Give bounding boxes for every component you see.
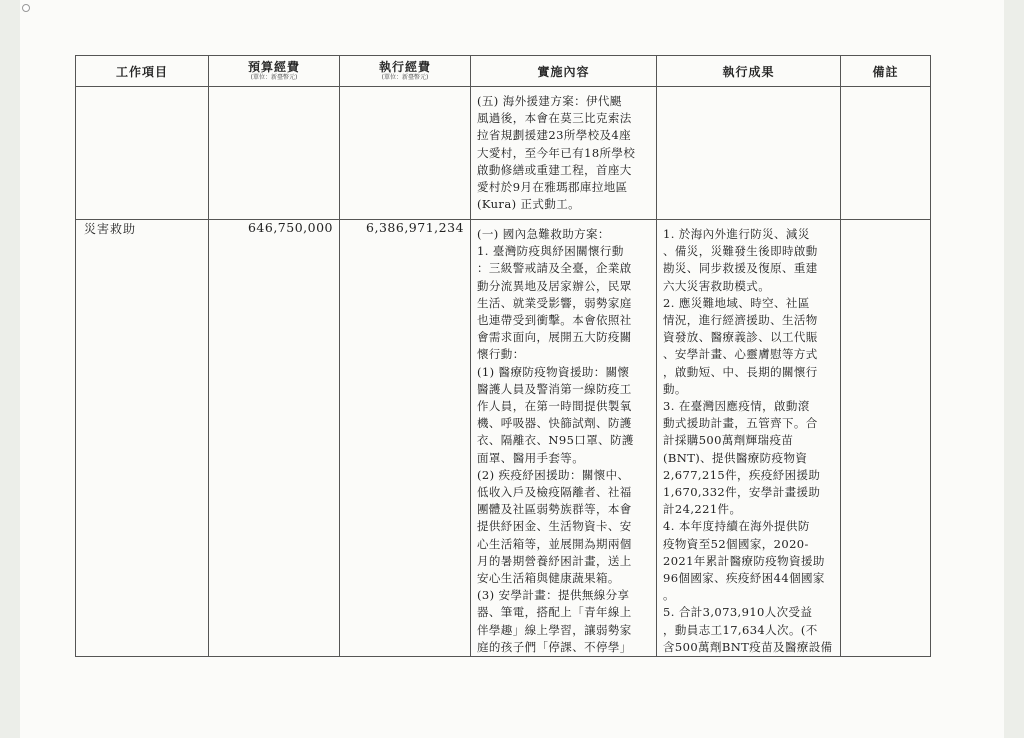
text-line: 、備災，災難發生後即時啟動	[663, 244, 818, 259]
text-line: (3) 安學計畫：提供無線分享	[477, 588, 630, 603]
text-line: 醫護人員及警消第一線防疫工	[477, 381, 632, 396]
cell-results	[657, 87, 841, 220]
cell-work-item	[76, 87, 209, 220]
table-header-row	[76, 56, 931, 87]
text-line: 計24,221件。	[663, 502, 742, 517]
text-line: 1. 臺灣防疫與紓困關懷行動	[477, 244, 624, 259]
document-page	[20, 0, 1004, 738]
text-line: 拉省規劃援建23所學校及4座	[477, 128, 632, 143]
text-line: (2) 疾疫紓困援助：關懷中、	[477, 467, 630, 482]
header-budget: 預算經費 (單位：新臺幣元)	[209, 56, 340, 87]
text-line: 資發放、醫療義診、以工代賑	[663, 330, 818, 345]
text-line: 提供紓困金、生活物資卡、安	[477, 519, 632, 534]
text-line: 計採購500萬劑輝瑞疫苗	[663, 433, 794, 448]
header-work-item: 工作項目	[76, 56, 209, 87]
text-line: 風過後，本會在莫三比克索法	[477, 111, 632, 126]
cell-notes	[841, 220, 931, 657]
results-text	[657, 220, 840, 656]
text-line: (1) 醫療防疫物資援助：關懷	[477, 364, 630, 379]
text-line: 1. 於海內外進行防災、減災	[663, 227, 810, 241]
text-line: 器、筆電，搭配上「青年線上	[477, 605, 632, 620]
text-line: ：三級警戒請及全臺，企業啟	[477, 261, 632, 276]
text-line: 1,670,332件，安學計畫援助	[663, 485, 821, 500]
text-line: 心生活箱等，並展開為期兩個	[477, 536, 632, 551]
cell-content	[471, 220, 657, 657]
text-line: ，動員志工17,634人次。(不	[663, 622, 818, 637]
text-line: 96個國家、疾疫紓困44個國家	[663, 571, 825, 586]
text-line: 2,677,215件，疾疫紓困援助	[663, 467, 821, 482]
text-line: 會需求面向，展開五大防疫關	[477, 330, 632, 345]
text-line: 作人員，在第一時間提供製氧	[477, 399, 632, 414]
header-content: 實施內容	[471, 56, 657, 87]
text-line: 4. 本年度持續在海外提供防	[663, 519, 810, 534]
text-line: 月的暑期營養紓困計畫，送上	[477, 553, 632, 568]
cell-budget: 646,750,000	[209, 220, 340, 657]
text-line: 懷行動：	[477, 347, 525, 362]
text-line: 安心生活箱與健康蔬果箱。	[477, 571, 620, 586]
text-line: 團體及社區弱勢族群等，本會	[477, 502, 632, 517]
text-line: 啟動修繕或重建工程，首座大	[477, 162, 632, 177]
results-text	[657, 87, 840, 93]
cell-results	[657, 220, 841, 657]
header-notes: 備註	[841, 56, 931, 87]
text-line: 2021年累計醫療防疫物資援助	[663, 553, 825, 568]
cell-executed	[340, 87, 471, 220]
text-line: 動式援助計畫，五管齊下。合	[663, 416, 818, 431]
text-line: (一) 國內急難救助方案：	[477, 227, 610, 241]
text-line: 也連帶受到衝擊。本會依照社	[477, 313, 632, 328]
cell-executed: 6,386,971,234	[340, 220, 471, 657]
text-line: 情況，進行經濟援助、生活物	[663, 313, 818, 328]
cell-notes	[841, 87, 931, 220]
text-line: (五) 海外援建方案：伊代颶	[477, 94, 622, 108]
text-line: 伴學趣」線上學習，讓弱勢家	[477, 622, 632, 637]
work-report-table	[75, 55, 931, 657]
text-line: (Kura) 正式動工。	[477, 197, 581, 212]
text-line: 含500萬劑BNT疫苗及醫療設備	[663, 639, 833, 654]
text-line: 面罩、醫用手套等。	[477, 450, 585, 465]
text-line: 2. 應災難地域、時空、社區	[663, 295, 810, 310]
text-line: 機、呼吸器、快篩試劑、防護	[477, 416, 632, 431]
text-line: 六大災害救助模式。	[663, 278, 771, 293]
text-line: ，啟動短、中、長期的關懷行	[663, 364, 818, 379]
text-line: 動。	[663, 381, 687, 396]
header-executed: 執行經費 (單位：新臺幣元)	[340, 56, 471, 87]
content-text	[471, 87, 656, 213]
header-results: 執行成果	[657, 56, 841, 87]
text-line: 疫物資至52個國家，2020-	[663, 536, 809, 551]
text-line: 。	[663, 588, 675, 603]
text-line: 愛村於9月在雅瑪郡庫拉地區	[477, 180, 628, 195]
cell-work-item: 災害救助	[76, 220, 209, 657]
text-line: 生活、就業受影響，弱勢家庭	[477, 295, 632, 310]
text-line: 3. 在臺灣因應疫情，啟動滾	[663, 399, 810, 414]
text-line: 、安學計畫、心靈膚慰等方式	[663, 347, 818, 362]
table-row	[76, 220, 931, 657]
content-text	[471, 220, 656, 656]
text-line: 大愛村，至今年已有18所學校	[477, 145, 636, 160]
text-line: 動分流異地及居家辦公，民眾	[477, 278, 632, 293]
text-line: (BNT)、提供醫療防疫物資	[663, 450, 808, 465]
cell-budget	[209, 87, 340, 220]
text-line: 勘災、同步救援及復原、重建	[663, 261, 818, 276]
corner-mark	[22, 4, 30, 12]
cell-content	[471, 87, 657, 220]
table-row	[76, 87, 931, 220]
text-line: 庭的孩子們「停課、不停學」	[477, 639, 632, 654]
text-line: 衣、隔離衣、N95口罩、防護	[477, 433, 634, 448]
text-line: 5. 合計3,073,910人次受益	[663, 605, 813, 620]
text-line: 低收入戶及檢疫隔離者、社福	[477, 485, 632, 500]
